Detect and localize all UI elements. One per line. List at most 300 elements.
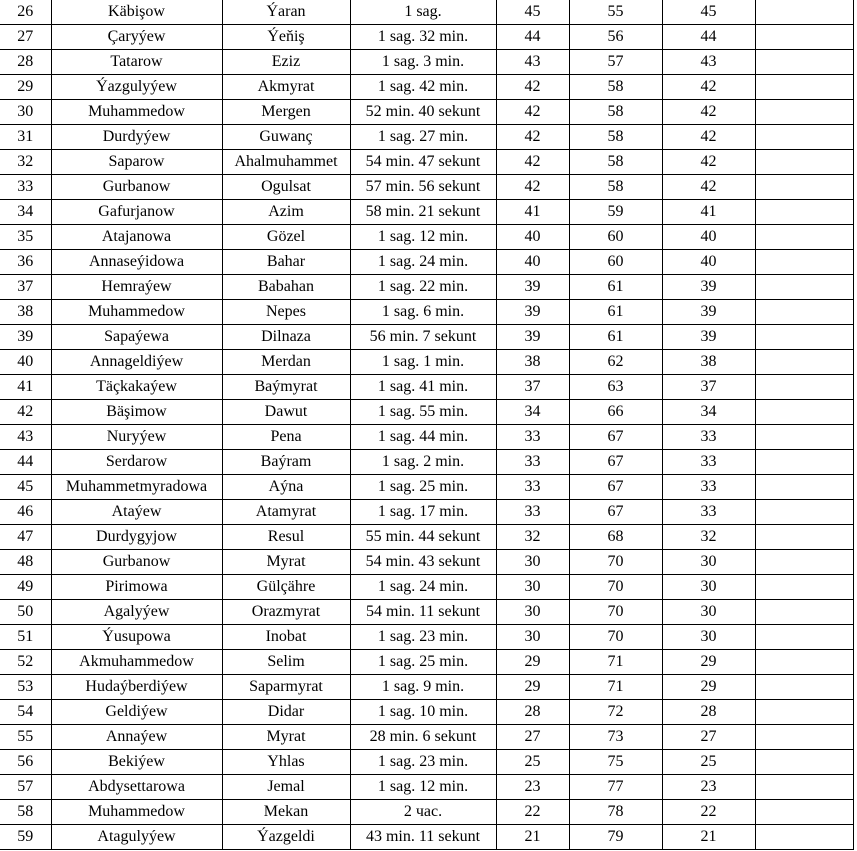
- remaining-cell: 62: [569, 350, 662, 375]
- empty-cell: [755, 225, 853, 250]
- score-cell: 37: [496, 375, 569, 400]
- first-name-cell: Bahar: [222, 250, 350, 275]
- remaining-cell: 55: [569, 0, 662, 25]
- empty-cell: [755, 50, 853, 75]
- duration-cell: 56 min. 7 sekunt: [350, 325, 496, 350]
- result-cell: 39: [662, 300, 755, 325]
- score-cell: 30: [496, 600, 569, 625]
- table-row: [0, 225, 853, 250]
- first-name-cell: Mekan: [222, 800, 350, 825]
- remaining-cell: 77: [569, 775, 662, 800]
- empty-cell: [755, 400, 853, 425]
- empty-cell: [755, 25, 853, 50]
- row-number-cell: 49: [0, 575, 51, 600]
- remaining-cell: 67: [569, 475, 662, 500]
- duration-cell: 1 sag. 24 min.: [350, 575, 496, 600]
- result-cell: 39: [662, 275, 755, 300]
- score-cell: 22: [496, 800, 569, 825]
- row-number-cell: 58: [0, 800, 51, 825]
- result-cell: 43: [662, 50, 755, 75]
- table-row: [0, 800, 853, 825]
- table-row: [0, 425, 853, 450]
- duration-cell: 58 min. 21 sekunt: [350, 200, 496, 225]
- result-cell: 42: [662, 125, 755, 150]
- empty-cell: [755, 100, 853, 125]
- table-row: [0, 325, 853, 350]
- empty-cell: [755, 375, 853, 400]
- duration-cell: 1 sag. 25 min.: [350, 475, 496, 500]
- score-cell: 41: [496, 200, 569, 225]
- result-cell: 30: [662, 575, 755, 600]
- score-cell: 42: [496, 75, 569, 100]
- surname-cell: Täçkakaýew: [51, 375, 222, 400]
- empty-cell: [755, 75, 853, 100]
- surname-cell: Nuryýew: [51, 425, 222, 450]
- empty-cell: [755, 500, 853, 525]
- first-name-cell: Baýmyrat: [222, 375, 350, 400]
- empty-cell: [755, 625, 853, 650]
- score-cell: 42: [496, 100, 569, 125]
- table-row: [0, 250, 853, 275]
- first-name-cell: Babahan: [222, 275, 350, 300]
- table-row: [0, 825, 853, 850]
- duration-cell: 2 час.: [350, 800, 496, 825]
- first-name-cell: Didar: [222, 700, 350, 725]
- surname-cell: Atagulyýew: [51, 825, 222, 850]
- table-row: [0, 150, 853, 175]
- duration-cell: 1 sag. 3 min.: [350, 50, 496, 75]
- row-number-cell: 37: [0, 275, 51, 300]
- first-name-cell: Ýazgeldi: [222, 825, 350, 850]
- first-name-cell: Atamyrat: [222, 500, 350, 525]
- row-number-cell: 34: [0, 200, 51, 225]
- empty-cell: [755, 300, 853, 325]
- score-cell: 45: [496, 0, 569, 25]
- row-number-cell: 43: [0, 425, 51, 450]
- surname-cell: Bäşimow: [51, 400, 222, 425]
- surname-cell: Akmuhammedow: [51, 650, 222, 675]
- empty-cell: [755, 825, 853, 850]
- surname-cell: Atajanowa: [51, 225, 222, 250]
- surname-cell: Serdarow: [51, 450, 222, 475]
- surname-cell: Pirimowa: [51, 575, 222, 600]
- surname-cell: Muhammedow: [51, 800, 222, 825]
- first-name-cell: Dilnaza: [222, 325, 350, 350]
- empty-cell: [755, 525, 853, 550]
- surname-cell: Tatarow: [51, 50, 222, 75]
- empty-cell: [755, 175, 853, 200]
- empty-cell: [755, 150, 853, 175]
- remaining-cell: 78: [569, 800, 662, 825]
- duration-cell: 1 sag. 41 min.: [350, 375, 496, 400]
- score-cell: 27: [496, 725, 569, 750]
- remaining-cell: 58: [569, 175, 662, 200]
- row-number-cell: 59: [0, 825, 51, 850]
- duration-cell: 1 sag. 24 min.: [350, 250, 496, 275]
- table-row: [0, 775, 853, 800]
- empty-cell: [755, 475, 853, 500]
- row-number-cell: 38: [0, 300, 51, 325]
- duration-cell: 1 sag. 42 min.: [350, 75, 496, 100]
- table-row: [0, 475, 853, 500]
- empty-cell: [755, 325, 853, 350]
- remaining-cell: 63: [569, 375, 662, 400]
- empty-cell: [755, 350, 853, 375]
- empty-cell: [755, 750, 853, 775]
- empty-cell: [755, 125, 853, 150]
- first-name-cell: Nepes: [222, 300, 350, 325]
- score-cell: 32: [496, 525, 569, 550]
- duration-cell: 52 min. 40 sekunt: [350, 100, 496, 125]
- score-cell: 23: [496, 775, 569, 800]
- table-row: [0, 0, 853, 25]
- surname-cell: Muhammetmyradowa: [51, 475, 222, 500]
- result-cell: 21: [662, 825, 755, 850]
- first-name-cell: Inobat: [222, 625, 350, 650]
- result-cell: 39: [662, 325, 755, 350]
- row-number-cell: 32: [0, 150, 51, 175]
- duration-cell: 28 min. 6 sekunt: [350, 725, 496, 750]
- table-row: [0, 550, 853, 575]
- remaining-cell: 79: [569, 825, 662, 850]
- surname-cell: Ataýew: [51, 500, 222, 525]
- remaining-cell: 70: [569, 575, 662, 600]
- row-number-cell: 54: [0, 700, 51, 725]
- score-cell: 33: [496, 450, 569, 475]
- first-name-cell: Guwanç: [222, 125, 350, 150]
- empty-cell: [755, 0, 853, 25]
- surname-cell: Bekiýew: [51, 750, 222, 775]
- surname-cell: Durdygyjow: [51, 525, 222, 550]
- remaining-cell: 71: [569, 650, 662, 675]
- first-name-cell: Ýaran: [222, 0, 350, 25]
- row-number-cell: 36: [0, 250, 51, 275]
- result-cell: 45: [662, 0, 755, 25]
- empty-cell: [755, 675, 853, 700]
- score-cell: 43: [496, 50, 569, 75]
- surname-cell: Abdysettarowa: [51, 775, 222, 800]
- first-name-cell: Selim: [222, 650, 350, 675]
- first-name-cell: Gözel: [222, 225, 350, 250]
- surname-cell: Muhammedow: [51, 300, 222, 325]
- remaining-cell: 70: [569, 600, 662, 625]
- surname-cell: Annaýew: [51, 725, 222, 750]
- result-cell: 28: [662, 700, 755, 725]
- remaining-cell: 67: [569, 450, 662, 475]
- row-number-cell: 30: [0, 100, 51, 125]
- row-number-cell: 57: [0, 775, 51, 800]
- first-name-cell: Yhlas: [222, 750, 350, 775]
- result-cell: 33: [662, 500, 755, 525]
- score-cell: 40: [496, 250, 569, 275]
- score-cell: 39: [496, 275, 569, 300]
- table-row: [0, 400, 853, 425]
- row-number-cell: 53: [0, 675, 51, 700]
- row-number-cell: 45: [0, 475, 51, 500]
- remaining-cell: 66: [569, 400, 662, 425]
- remaining-cell: 71: [569, 675, 662, 700]
- result-cell: 40: [662, 250, 755, 275]
- first-name-cell: Pena: [222, 425, 350, 450]
- result-cell: 37: [662, 375, 755, 400]
- remaining-cell: 73: [569, 725, 662, 750]
- row-number-cell: 46: [0, 500, 51, 525]
- row-number-cell: 26: [0, 0, 51, 25]
- score-cell: 42: [496, 150, 569, 175]
- first-name-cell: Resul: [222, 525, 350, 550]
- remaining-cell: 60: [569, 225, 662, 250]
- result-cell: 40: [662, 225, 755, 250]
- surname-cell: Gurbanow: [51, 175, 222, 200]
- result-cell: 30: [662, 625, 755, 650]
- row-number-cell: 41: [0, 375, 51, 400]
- empty-cell: [755, 275, 853, 300]
- score-cell: 21: [496, 825, 569, 850]
- surname-cell: Saparow: [51, 150, 222, 175]
- remaining-cell: 60: [569, 250, 662, 275]
- duration-cell: 43 min. 11 sekunt: [350, 825, 496, 850]
- duration-cell: 1 sag. 25 min.: [350, 650, 496, 675]
- duration-cell: 1 sag. 12 min.: [350, 775, 496, 800]
- empty-cell: [755, 575, 853, 600]
- first-name-cell: Mergen: [222, 100, 350, 125]
- table-row: [0, 725, 853, 750]
- remaining-cell: 58: [569, 100, 662, 125]
- table-row: [0, 750, 853, 775]
- remaining-cell: 72: [569, 700, 662, 725]
- score-cell: 33: [496, 475, 569, 500]
- duration-cell: 1 sag. 22 min.: [350, 275, 496, 300]
- result-cell: 32: [662, 525, 755, 550]
- table-row: [0, 100, 853, 125]
- row-number-cell: 31: [0, 125, 51, 150]
- table-row: [0, 700, 853, 725]
- remaining-cell: 61: [569, 300, 662, 325]
- first-name-cell: Myrat: [222, 725, 350, 750]
- result-cell: 25: [662, 750, 755, 775]
- score-cell: 30: [496, 625, 569, 650]
- table-row: [0, 625, 853, 650]
- first-name-cell: Dawut: [222, 400, 350, 425]
- table-row: [0, 375, 853, 400]
- remaining-cell: 58: [569, 125, 662, 150]
- empty-cell: [755, 425, 853, 450]
- score-cell: 39: [496, 300, 569, 325]
- table-row: [0, 275, 853, 300]
- first-name-cell: Ahalmuhammet: [222, 150, 350, 175]
- score-cell: 44: [496, 25, 569, 50]
- duration-cell: 1 sag. 9 min.: [350, 675, 496, 700]
- score-cell: 39: [496, 325, 569, 350]
- duration-cell: 54 min. 11 sekunt: [350, 600, 496, 625]
- first-name-cell: Akmyrat: [222, 75, 350, 100]
- surname-cell: Gurbanow: [51, 550, 222, 575]
- remaining-cell: 68: [569, 525, 662, 550]
- row-number-cell: 44: [0, 450, 51, 475]
- table-row: [0, 350, 853, 375]
- result-cell: 30: [662, 600, 755, 625]
- row-number-cell: 28: [0, 50, 51, 75]
- surname-cell: Hemraýew: [51, 275, 222, 300]
- remaining-cell: 59: [569, 200, 662, 225]
- result-cell: 41: [662, 200, 755, 225]
- first-name-cell: Ýeňiş: [222, 25, 350, 50]
- table-row: [0, 525, 853, 550]
- empty-cell: [755, 775, 853, 800]
- score-cell: 42: [496, 175, 569, 200]
- row-number-cell: 29: [0, 75, 51, 100]
- result-cell: 27: [662, 725, 755, 750]
- score-cell: 33: [496, 425, 569, 450]
- table-row: [0, 575, 853, 600]
- row-number-cell: 48: [0, 550, 51, 575]
- table-row: [0, 650, 853, 675]
- first-name-cell: Baýram: [222, 450, 350, 475]
- table-row: [0, 75, 853, 100]
- duration-cell: 55 min. 44 sekunt: [350, 525, 496, 550]
- table-row: [0, 25, 853, 50]
- table-row: [0, 450, 853, 475]
- empty-cell: [755, 250, 853, 275]
- surname-cell: Muhammedow: [51, 100, 222, 125]
- duration-cell: 1 sag. 1 min.: [350, 350, 496, 375]
- remaining-cell: 75: [569, 750, 662, 775]
- duration-cell: 1 sag. 55 min.: [350, 400, 496, 425]
- duration-cell: 1 sag. 23 min.: [350, 625, 496, 650]
- duration-cell: 1 sag. 10 min.: [350, 700, 496, 725]
- empty-cell: [755, 450, 853, 475]
- duration-cell: 54 min. 47 sekunt: [350, 150, 496, 175]
- first-name-cell: Ogulsat: [222, 175, 350, 200]
- row-number-cell: 47: [0, 525, 51, 550]
- table-row: [0, 500, 853, 525]
- first-name-cell: Myrat: [222, 550, 350, 575]
- table-row: [0, 675, 853, 700]
- duration-cell: 1 sag. 12 min.: [350, 225, 496, 250]
- surname-cell: Annageldiýew: [51, 350, 222, 375]
- first-name-cell: Azim: [222, 200, 350, 225]
- remaining-cell: 57: [569, 50, 662, 75]
- score-cell: 40: [496, 225, 569, 250]
- row-number-cell: 56: [0, 750, 51, 775]
- result-cell: 42: [662, 100, 755, 125]
- table-row: [0, 600, 853, 625]
- result-cell: 33: [662, 450, 755, 475]
- surname-cell: Durdyýew: [51, 125, 222, 150]
- empty-cell: [755, 200, 853, 225]
- surname-cell: Çaryýew: [51, 25, 222, 50]
- first-name-cell: Merdan: [222, 350, 350, 375]
- result-cell: 30: [662, 550, 755, 575]
- remaining-cell: 56: [569, 25, 662, 50]
- score-cell: 28: [496, 700, 569, 725]
- empty-cell: [755, 650, 853, 675]
- empty-cell: [755, 800, 853, 825]
- remaining-cell: 67: [569, 425, 662, 450]
- score-cell: 34: [496, 400, 569, 425]
- row-number-cell: 35: [0, 225, 51, 250]
- surname-cell: Ýazgulyýew: [51, 75, 222, 100]
- duration-cell: 1 sag. 23 min.: [350, 750, 496, 775]
- duration-cell: 1 sag. 2 min.: [350, 450, 496, 475]
- surname-cell: Gafurjanow: [51, 200, 222, 225]
- result-cell: 34: [662, 400, 755, 425]
- score-cell: 30: [496, 550, 569, 575]
- result-cell: 38: [662, 350, 755, 375]
- surname-cell: Geldiýew: [51, 700, 222, 725]
- result-cell: 42: [662, 75, 755, 100]
- duration-cell: 1 sag. 32 min.: [350, 25, 496, 50]
- score-cell: 30: [496, 575, 569, 600]
- table-row: [0, 50, 853, 75]
- row-number-cell: 52: [0, 650, 51, 675]
- row-number-cell: 27: [0, 25, 51, 50]
- first-name-cell: Aýna: [222, 475, 350, 500]
- row-number-cell: 33: [0, 175, 51, 200]
- score-cell: 29: [496, 675, 569, 700]
- result-cell: 44: [662, 25, 755, 50]
- duration-cell: 1 sag. 17 min.: [350, 500, 496, 525]
- remaining-cell: 70: [569, 550, 662, 575]
- first-name-cell: Gülçähre: [222, 575, 350, 600]
- empty-cell: [755, 550, 853, 575]
- table-row: [0, 125, 853, 150]
- duration-cell: 54 min. 43 sekunt: [350, 550, 496, 575]
- result-cell: 42: [662, 150, 755, 175]
- score-cell: 33: [496, 500, 569, 525]
- result-cell: 42: [662, 175, 755, 200]
- score-cell: 42: [496, 125, 569, 150]
- duration-cell: 57 min. 56 sekunt: [350, 175, 496, 200]
- score-cell: 29: [496, 650, 569, 675]
- duration-cell: 1 sag.: [350, 0, 496, 25]
- first-name-cell: Eziz: [222, 50, 350, 75]
- score-cell: 38: [496, 350, 569, 375]
- first-name-cell: Jemal: [222, 775, 350, 800]
- remaining-cell: 70: [569, 625, 662, 650]
- table-row: [0, 175, 853, 200]
- row-number-cell: 42: [0, 400, 51, 425]
- empty-cell: [755, 725, 853, 750]
- remaining-cell: 61: [569, 325, 662, 350]
- surname-cell: Sapaýewa: [51, 325, 222, 350]
- row-number-cell: 50: [0, 600, 51, 625]
- first-name-cell: Orazmyrat: [222, 600, 350, 625]
- remaining-cell: 58: [569, 150, 662, 175]
- empty-cell: [755, 700, 853, 725]
- row-number-cell: 55: [0, 725, 51, 750]
- result-cell: 33: [662, 425, 755, 450]
- remaining-cell: 67: [569, 500, 662, 525]
- surname-cell: Hudaýberdiýew: [51, 675, 222, 700]
- surname-cell: Ýusupowa: [51, 625, 222, 650]
- result-cell: 29: [662, 650, 755, 675]
- table-row: [0, 200, 853, 225]
- surname-cell: Agalyýew: [51, 600, 222, 625]
- row-number-cell: 51: [0, 625, 51, 650]
- surname-cell: Käbişow: [51, 0, 222, 25]
- empty-cell: [755, 600, 853, 625]
- result-cell: 33: [662, 475, 755, 500]
- table-row: [0, 300, 853, 325]
- duration-cell: 1 sag. 44 min.: [350, 425, 496, 450]
- result-cell: 22: [662, 800, 755, 825]
- remaining-cell: 58: [569, 75, 662, 100]
- result-cell: 29: [662, 675, 755, 700]
- surname-cell: Annaseýidowa: [51, 250, 222, 275]
- first-name-cell: Saparmyrat: [222, 675, 350, 700]
- score-cell: 25: [496, 750, 569, 775]
